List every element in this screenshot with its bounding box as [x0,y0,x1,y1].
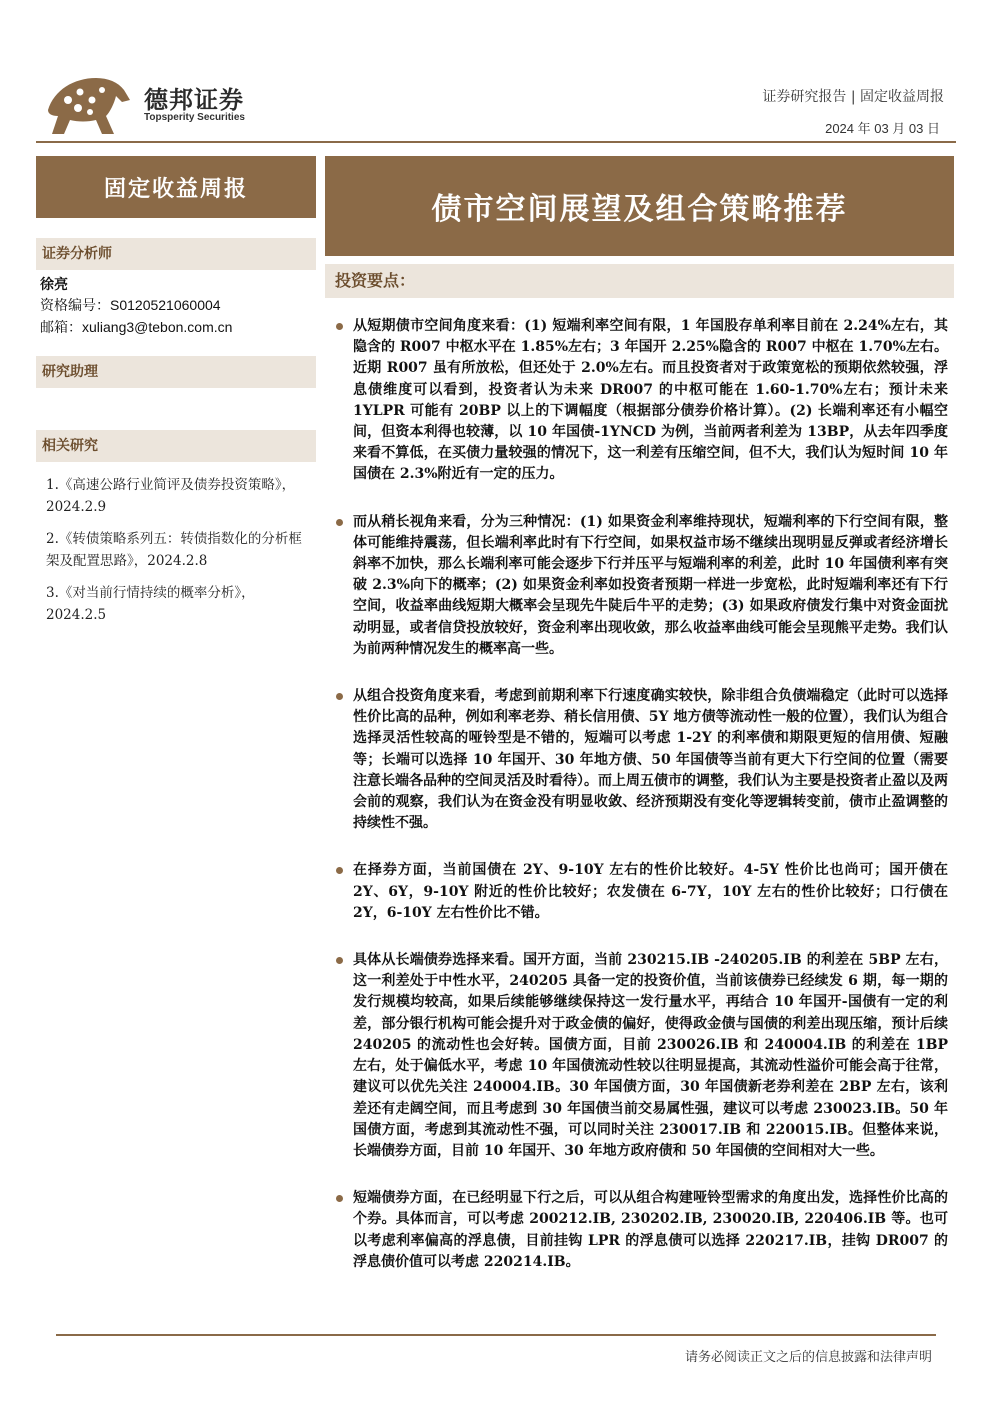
key-point-item [333,316,948,486]
key-point-item [333,860,948,924]
analyst-name: 徐亮 [40,277,68,293]
bullet-dot-icon [336,519,343,526]
key-point-text: 短端债券方面，在已经明显下行之后，可以从组合构建哑铃型需求的角度出发，选择性价比高的个券。具体而言，可以考虑 200212.IB, 230202.IB, 230020.IB, 220406.IB 等。也可以考虑利率偏高的浮息债，目前挂钩 LPR 的浮息债可以选择 220217.IB，挂钩 DR007 的浮息债价值可以考虑 220214.IB。 [353,1190,948,1270]
key-point-text: 从短期债市空间角度来看：(1) 短端利率空间有限，1 年国股存单利率目前在 2.24%左右，其隐含的 R007 中枢水平在 1.85%左右；3 年国开 2.25%隐含的 R007 中枢在 1.70%左右。近期 R007 虽有所放松，但还处于 2.0%左右。而且投资者对于政策宽松的预期依然较强，浮息债维度可以看到，投资者认为未来 DR007 的中枢可能在 1.60-1.70%左右；预计未来 1YLPR 可能有 20BP 以上的下调幅度（根据部分债券价格计算）。(2) 长端利率还有小幅空间，但资本利得也较薄，以 10 年国债-1YNCD 为例，当前两者利差为 13BP，从去年四季度来看不算低，在买债力量较强的情况下，这一利差有压缩空间，但不大，我们认为短时间 10 年国债在 2.3%附近有一定的压力。 [353,318,948,483]
key-point-item [333,1188,948,1273]
company-logo [44,70,254,140]
key-point-text: 在择券方面，当前国债在 2Y、9-10Y 左右的性价比较好。4-5Y 性价比也尚可；国开债在 2Y、6Y，9-10Y 附近的性价比较好；农发债在 6-7Y，10Y 左右的性价比较好；口行债在 2Y，6-10Y 左右性价比不错。 [353,862,948,921]
related-research-heading: 相关研究 [36,430,316,462]
report-date: 2024 年 03 月 03 日 [825,121,940,136]
key-point-text: 从组合投资角度来看，考虑到前期利率下行速度确实较快，除非组合负债端稳定（此时可以选择性价比高的品种，例如利率老券、稍长信用债、5Y 地方债等流动性一般的位置），我们认为组合选择灵活性较高的哑铃型是不错的，短端可以考虑 1-2Y 的利率债和期限更短的信用债、短融等；长端可以选择 10 年国开、30 年地方债、50 年国债等当前有更大下行空间的位置（需要注意长端各品种的空间灵活及时看待）。而上周五债市的调整，我们认为主要是投资者止盈以及两会前的观察，我们认为在资金没有明显收敛、经济预期没有变化等逻辑转变前，债市止盈调整的持续性不强。 [353,688,948,832]
related-research-item[interactable]: 3.《对当前行情持续的概率分析》，2024.2.5 [46,585,255,623]
bullet-dot-icon [336,693,343,700]
key-points-list [333,316,948,1299]
logo-chinese-name: 德邦证券 [144,86,244,114]
bullet-dot-icon [336,323,343,330]
report-title: 债市空间展望及组合策略推荐 [325,156,954,256]
bullet-dot-icon [336,957,343,964]
related-research-item[interactable]: 1.《高速公路行业简评及债券投资策略》，2024.2.9 [46,477,296,515]
report-type-label: 证券研究报告 | 固定收益周报 [762,89,944,105]
header-divider [36,141,956,143]
assistant-section-heading: 研究助理 [36,356,316,388]
key-point-item [333,686,948,834]
key-point-text: 具体从长端债券选择来看。国开方面，当前 230215.IB -240205.IB 的利差在 5BP 左右，这一利差处于中性水平，240205 具备一定的投资价值，当前该债券已经续发 6 期，每一期的发行规模均较高，如果后续能够继续保持这一发行量水平，再结合 10 年国开-国债有一定的利差，部分银行机构可能会提升对于政金债的偏好，使得政金债与国债的利差出现压缩，预计后续 240205 的流动性也会好转。国债方面，目前 230026.IB 和 240004.IB 的利差在 1BP 左右，处于偏低水平，考虑 10 年国债流动性较以往明显提高，其流动性溢价可能会高于往常，建议可以优先关注 240004.IB。30 年国债方面，30 年国债新老券利差在 2BP 左右，该利差还有走阔空间，而且考虑到 30 年国债当前交易属性强，建议可以考虑 230023.IB。50 年国债方面，考虑到其流动性不强，可以同时关注 230017.IB 和 220015.IB。但整体来说，长端债券方面，目前 10 年国开、30 年地方政府债和 50 年国债的空间相对大一些。 [353,952,948,1159]
key-point-item [333,512,948,660]
disclaimer-footer: 请务必阅读正文之后的信息披露和法律声明 [684,1350,932,1365]
analyst-license: 资格编号：S0120521060004 [40,297,221,313]
report-category-banner: 固定收益周报 [36,156,316,218]
bullet-dot-icon [336,867,343,874]
bullet-dot-icon [336,1195,343,1202]
related-research-item[interactable]: 2.《转债策略系列五：转债指数化的分析框架及配置思路》，2024.2.8 [46,531,302,569]
leopard-logo-icon [44,70,132,138]
key-point-text: 而从稍长视角来看，分为三种情况：(1) 如果资金利率维持现状，短端利率的下行空间有限，整体可能维持震荡，但长端利率此时有下行空间，如果权益市场不继续出现明显反弹或者经济增长斜率不加快，那么长端利率可能会逐步下行并压平与短端利率的利差，此时 10 年国债利率有突破 2.3%向下的概率；(2) 如果资金利率如投资者预期一样进一步宽松，此时短端利率还有下行空间，收益率曲线短期大概率会呈现先牛陡后牛平的走势；(3) 如果政府债发行集中对资金面扰动明显，或者信贷投放较好，资金利率出现收敛，那么收益率曲线可能会呈现熊平走势。我们认为前两种情况发生的概率高一些。 [353,513,948,657]
key-points-heading: 投资要点： [325,264,954,298]
logo-english-name: Topsperity Securities [144,112,245,123]
analyst-section-heading: 证券分析师 [36,238,316,270]
footer-divider [56,1334,936,1336]
analyst-email[interactable]: 邮箱：xuliang3@tebon.com.cn [40,319,233,335]
key-point-item [333,950,948,1162]
